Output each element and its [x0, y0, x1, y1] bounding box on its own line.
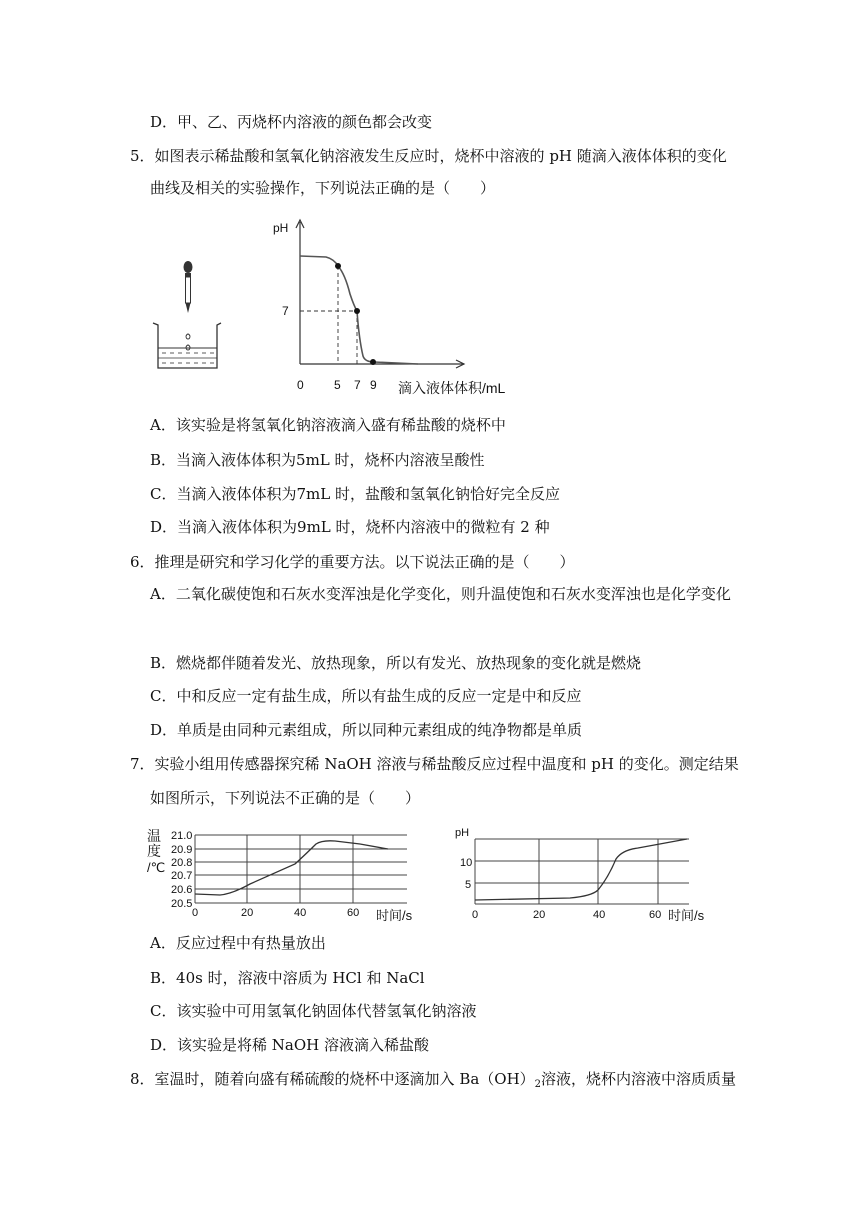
- q5-stem-line1: 5．如图表示稀盐酸和氢氧化钠溶液发生反应时，烧杯中溶液的 pH 随滴入液体体积的变化: [130, 147, 727, 165]
- temperature-time-chart: [140, 820, 440, 925]
- y-tick-7: 7: [282, 304, 289, 318]
- y-axis-label: pH: [273, 221, 289, 235]
- temp-ytick-20.7: 20.7: [171, 870, 193, 882]
- temp-ylabel-2: 度: [147, 843, 161, 859]
- temp-ytick-20.9: 20.9: [171, 844, 193, 856]
- q7-option-a: A．反应过程中有热量放出: [150, 934, 326, 952]
- q5-option-c: C．当滴入液体体积为7mL 时，盐酸和氢氧化钠恰好完全反应: [150, 485, 560, 503]
- x-tick-7: 7: [354, 378, 361, 392]
- q5-option-d: D．当滴入液体体积为9mL 时，烧杯内溶液中的微粒有 2 种: [150, 518, 550, 536]
- x-tick-5: 5: [334, 378, 341, 392]
- ph-xtick-0: 0: [472, 909, 479, 921]
- q8-stem-subscript: 2: [534, 1079, 542, 1090]
- temp-xlabel: 时间/s: [376, 908, 413, 923]
- ph-xlabel: 时间/s: [668, 908, 705, 923]
- temp-xtick-20: 20: [241, 907, 254, 919]
- ph-xtick-20: 20: [533, 909, 546, 921]
- temp-ytick-20.5: 20.5: [171, 898, 193, 910]
- q8-stem-part1: 8．室温时，随着向盛有稀硫酸的烧杯中逐滴加入 Ba（OH）: [130, 1070, 535, 1088]
- q7-option-d: D．该实验是将稀 NaOH 溶液滴入稀盐酸: [150, 1036, 430, 1054]
- ph-curve-time: [475, 839, 687, 900]
- ph-time-chart: [450, 820, 720, 925]
- q8-stem: [130, 1069, 736, 1095]
- q5-option-a: A．该实验是将氢氧化钠溶液滴入盛有稀盐酸的烧杯中: [150, 416, 506, 434]
- x-axis-label: 滴入液体体积/mL: [398, 380, 506, 396]
- temp-ylabel-3: /℃: [147, 860, 166, 875]
- q5-option-b: B．当滴入液体体积为5mL 时，烧杯内溶液呈酸性: [150, 451, 485, 469]
- ph-volume-chart: [268, 214, 538, 399]
- q6-option-b: B．燃烧都伴随着发光、放热现象，所以有发光、放热现象的变化就是燃烧: [150, 654, 642, 672]
- q8-stem-part2: 溶液，烧杯内溶液中溶质质量: [541, 1070, 737, 1088]
- point-9ml: [370, 359, 376, 365]
- ph-xtick-40: 40: [593, 909, 606, 921]
- q6-option-d: D．单质是由同种元素组成，所以同种元素组成的纯净物都是单质: [150, 721, 583, 739]
- ph-ytick-10: 10: [460, 857, 473, 869]
- temp-ytick-20.8: 20.8: [171, 857, 193, 869]
- ph-ylabel: pH: [455, 827, 470, 839]
- q7-option-b: B．40s 时，溶液中溶质为 HCl 和 NaCl: [150, 969, 425, 987]
- q6-option-a: A．二氧化碳使饱和石灰水变浑浊是化学变化，则升温使饱和石灰水变浑浊也是化学变化: [150, 585, 731, 603]
- point-5ml: [335, 263, 341, 269]
- x-tick-9: 9: [370, 378, 377, 392]
- temp-xtick-40: 40: [294, 907, 307, 919]
- dropper-beaker-illustration: [150, 255, 230, 375]
- temp-ylabel-1: 温: [147, 828, 161, 844]
- q4-option-d: D．甲、乙、丙烧杯内溶液的颜色都会改变: [150, 113, 433, 131]
- ph-xtick-60: 60: [649, 909, 662, 921]
- q6-stem: 6．推理是研究和学习化学的重要方法。以下说法正确的是（ ）: [130, 553, 575, 571]
- temp-ytick-21.0: 21.0: [171, 830, 193, 842]
- temp-ytick-20.6: 20.6: [171, 884, 193, 896]
- ph-ytick-5: 5: [465, 879, 472, 891]
- dropper-bulb: [184, 261, 193, 273]
- x-tick-0: 0: [297, 378, 304, 392]
- q7-stem-line2: 如图所示，下列说法不正确的是（ ）: [150, 789, 421, 807]
- temp-xtick-0: 0: [192, 907, 199, 919]
- temp-xtick-60: 60: [347, 907, 360, 919]
- q7-option-c: C．该实验中可用氢氧化钠固体代替氢氧化钠溶液: [150, 1002, 477, 1020]
- point-7ml: [354, 308, 360, 314]
- q5-stem-line2: 曲线及相关的实验操作，下列说法正确的是（ ）: [150, 179, 496, 197]
- q7-stem-line1: 7．实验小组用传感器探究稀 NaOH 溶液与稀盐酸反应过程中温度和 pH 的变化。测定结果: [130, 755, 739, 773]
- q6-option-c: C．中和反应一定有盐生成，所以有盐生成的反应一定是中和反应: [150, 687, 582, 705]
